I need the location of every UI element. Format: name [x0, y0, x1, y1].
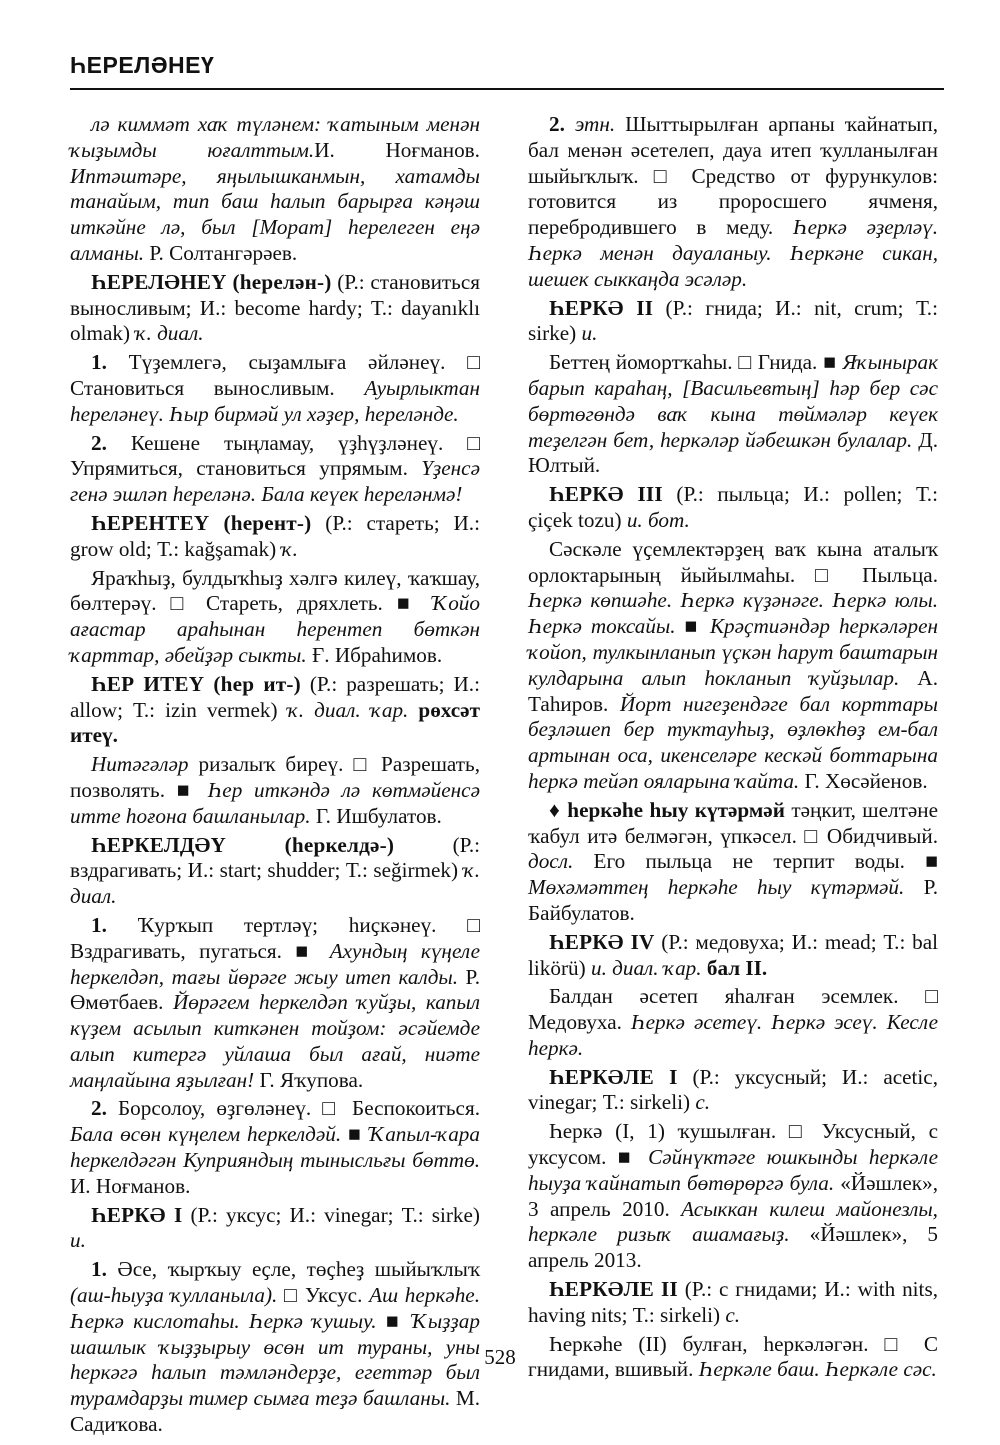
page-number: 528 — [484, 1345, 516, 1369]
italic-text: с. — [725, 1302, 741, 1327]
body-text: Сәскәле үҫемлектәрҙең ваҡ кына аталыҡ орлоктарының йыйылмаһы. □ Пыльца. — [528, 536, 938, 587]
entry-sense-paragraph — [70, 913, 480, 1094]
header-rule — [70, 88, 944, 90]
entry-sense-paragraph — [528, 350, 938, 479]
bold-text: 2. — [91, 430, 107, 455]
body-text: Борсолоу, өҙгөләнеү. □ Беспокоиться. — [106, 1096, 480, 1121]
italic-text: Иптәштәре, яңылышканмын, хатамды танайым, тип баш һалып барырға кәңәш иткәйне лә, был [Морат] һерелеген еңә алманы. — [70, 163, 480, 265]
body-text: Түҙемлегә, сыҙамлыға әйләнеү. □ Становиться выносливым. — [70, 350, 480, 400]
body-text: (Р.: становиться выносливым; И.: become hardy; Т.: dayanıklı olmak) — [70, 269, 480, 346]
right-column — [528, 112, 938, 1386]
italic-text: Һеркә әсетеү. Һеркә эсеү. Кесле һеркә. — [528, 1010, 938, 1060]
italic-text: ҡ. диал. — [135, 321, 204, 346]
entry-sense-paragraph — [528, 537, 938, 795]
headword: ҺЕРЕЛӘНЕҮ (һерелән-) — [91, 269, 332, 294]
entry-headword-paragraph — [528, 930, 938, 982]
body-text: Г. Хөсәйенов. — [799, 768, 928, 793]
italic-text: Мөхәмәттең һеркәһе һыу күтәрмәй. — [528, 875, 905, 900]
left-column — [70, 112, 480, 1441]
bold-text: 1. — [91, 1257, 107, 1282]
bold-text: 1. — [91, 350, 107, 375]
body-text: И. Ноғманов. — [314, 137, 480, 162]
body-text: Г. Яҡупова. — [254, 1067, 364, 1092]
italic-text: ҡ. диал. — [70, 858, 480, 909]
body-text: (Р.: пыльца; И.: pollen; Т.: çiçek tozu) — [528, 482, 938, 532]
entry-sense-paragraph — [528, 798, 938, 927]
headword: ҺЕРКӘЛЕ II — [549, 1277, 678, 1302]
entry-sense-paragraph — [528, 112, 938, 293]
entry-headword-paragraph — [70, 833, 480, 910]
bold-text: 2. — [91, 1096, 107, 1121]
body-text: Беттең йомортҡаһы. □ Гнида. ■ — [549, 350, 843, 375]
body-text: М. Садиҡова. — [70, 1386, 481, 1437]
headword: ҺЕР ИТЕҮ (һер ит-) — [91, 671, 301, 696]
italic-text: ҡ. диал. ҡар. — [287, 697, 419, 722]
body-text: Его пыльца не терпит воды. ■ — [573, 849, 938, 874]
headword: ҺЕРКЕЛДӘҮ (һеркелдә-) — [91, 832, 395, 857]
italic-text: Ахундың күңеле һеркелдәп, тағы йөрәге жыу итеп калды. — [70, 938, 480, 989]
entry-headword-paragraph — [528, 1065, 938, 1117]
headword: ҺЕРКӘЛЕ I — [549, 1064, 678, 1089]
headword: ҺЕРКӘ I — [91, 1202, 183, 1227]
body-text: Д. Юлтый. — [528, 427, 938, 478]
body-text: Әсе, ҡырҡыу еҫле, төҫһеҙ шыйыҡлыҡ — [106, 1257, 480, 1282]
body-text: Яраҡһыҙ, булдыҡһыҙ хәлгә килеү, ҡаҡшау, бөлтерәү. □ Стареть, дряхлеть. ■ — [70, 565, 480, 616]
body-text: (Р.: стареть; И.: grow old; Т.: kağşamak) — [70, 510, 480, 561]
italic-text: Сәйнүктәге юшкынды һеркәле һыуҙа ҡайнатып бөтөрөргә була. — [528, 1145, 938, 1195]
body-text: А. Таһиров. — [528, 665, 938, 716]
body-text: Р. Байбулатов. — [528, 875, 938, 925]
italic-text: лә киммәт хаҡ түләнем: ҡатыным менән ҡыҙымды юғалттым. — [70, 112, 480, 162]
body-text: (Р.: гнида; И.: nit, crum; Т.: sirke) — [528, 295, 938, 346]
entry-sense-paragraph — [70, 566, 480, 669]
body-text: Р. Өмөтбаев. — [70, 964, 480, 1015]
italic-text: Аш һеркәһе. Һеркә кислотаһы. Һеркә ҡушыу. ■ Ҡыҙҙар шашлык ҡыҙҙырыу өсөн ит тураны, уны һеркәгә һалып тәмләндерҙе, егеттәр был турамдарҙы тимер сымға теҙә башланы. — [70, 1283, 481, 1411]
headword: ҺЕРКӘ II — [549, 295, 654, 320]
italic-text: Һеркә көпшәһе. Һеркә күҙәнәге. Һеркә юлы. Һеркә токсайы. ■ Крәҫтиәндәр һеркәләрен ҡойоп, тулкынланып үҫкән һарут баштарын кулдарына алып һокланып ҡуйҙылар. — [528, 588, 938, 690]
italic-text: Яҡынырак барып караһаң, [Васильевтың] һәр бер сәс бөртөгөндә ваҡ кына төймәләр кеүек теҙелгән бет, һеркәләр йәбешкән булалар. — [528, 350, 938, 452]
body-text: (Р.: уксусный; И.: acetic, vinegar; Т.: sirkeli) — [528, 1064, 939, 1115]
body-text: Ғ. Ибраһимов. — [306, 642, 443, 667]
italic-text: Йорт нигеҙендәге бал корттары беҙләшеп бер туктауһыҙ, өҙлөкһөҙ ем-бал артынан оса, икенселәре кескәй боттарына һеркә тейәп ояларына ҡайта. — [528, 691, 938, 793]
entry-sense-paragraph — [70, 752, 480, 829]
italic-text: Ниməгәләр — [91, 752, 189, 777]
italic-text: Һеркә әҙерләү. Һеркә менән дауаланыу. Һеркәне сикан, шешек сыккаңда эсәләр. — [528, 215, 938, 291]
body-text: Кешене тыңламау, үҙһүҙләнеү. □ Упрямиться, становиться упрямым. — [70, 430, 480, 481]
italic-text: и. бот. — [626, 507, 690, 532]
bold-text: бал II. — [706, 955, 768, 980]
italic-text: Ауырлыктан һереләнеү. Һыр бирмәй ул хәҙер, һереләндe. — [70, 375, 480, 426]
body-text: Р. Солтангәрәев. — [144, 240, 298, 265]
body-text: Һеркәһе (II) булған, һеркәләгән. □ С гнидами, вшивый. — [528, 1331, 938, 1382]
body-text: Г. Ишбулатов. — [310, 803, 442, 828]
bold-text: 2. — [549, 112, 575, 136]
italic-text: и. — [70, 1228, 86, 1253]
italic-text: с. — [695, 1090, 711, 1115]
headword: ҺЕРКӘ III — [549, 482, 663, 507]
body-text: (Р.: с гнидами; И.: with nits, having nits; Т.: sirkeli) — [528, 1277, 938, 1327]
headword: ҺЕРКӘ IV — [549, 929, 655, 954]
bold-text: 1. — [91, 912, 107, 937]
italic-text: ҡ. — [281, 536, 298, 561]
italic-text: этн. — [574, 112, 616, 136]
entry-headword-paragraph — [70, 270, 480, 347]
entry-sense-paragraph — [70, 112, 480, 267]
italic-text: Йөрәгем һеркелдәп ҡуйҙы, капыл күҙем асылып киткәнен тойҙом: әсәйемде алып китергә уйлаша был ағай, ниәте маңлайына яҙылған! — [70, 990, 480, 1092]
body-text: □ Уксус. — [277, 1283, 370, 1308]
body-text: Һеркә (I, 1) ҡушылған. □ Уксусный, с уксусом. ■ — [528, 1119, 938, 1170]
entry-headword-paragraph — [528, 482, 938, 534]
running-head: ҺЕРЕЛӘНЕҮ — [70, 52, 215, 78]
entry-sense-paragraph — [70, 350, 480, 427]
headword: ҺЕРЕНТЕҮ (һерент-) — [91, 510, 312, 535]
entry-sense-paragraph — [528, 1119, 938, 1274]
body-text: Шыттырылған арпаны ҡайнатып, бал менән әсетелеп, дауа итеп ҡулланылған шыйыҡлыҡ. □ Средство от фурункулов: готовится из проросшего ячменя, перебродившего в меду. — [528, 112, 939, 240]
body-text: (Р.: вздрагивать; И.: start; shudder; Т.: seğirmek) — [70, 832, 480, 883]
entry-headword-paragraph — [70, 1203, 480, 1255]
body-text: (Р.: медовуха; И.: mead; Т.: bal likörü) — [528, 929, 938, 980]
italic-text: и. диал. ҡар. — [590, 955, 707, 980]
bold-text: рөхсәт итеү. — [70, 697, 480, 748]
body-text: ризалыҡ биреү. □ Разрешать, позволять. ■ — [70, 752, 480, 802]
italic-text: (аш-һыуҙа ҡулланыла). — [70, 1283, 278, 1308]
italic-text: Ҡойо ағастар араһынан һерентеп бөткән ҡарттар, әбейҙәр сыкты. — [70, 591, 480, 667]
italic-text: Асыккан килеш майонезлы, һеркәле ризыҡ ашамағыҙ. — [528, 1196, 938, 1247]
body-text: «Йәшлек», 3 апрель 2010. — [528, 1170, 938, 1221]
bold-text: ♦ һеркәһе һыу күтәрмәй — [549, 797, 785, 822]
entry-headword-paragraph — [70, 672, 480, 749]
entry-headword-paragraph — [528, 1277, 938, 1329]
italic-text: Үҙенсә генә эшләп һереләнә. Бала кеүек һереләнмә! — [70, 456, 480, 507]
italic-text: Һеркәле баш. Һеркәле сәс. — [698, 1357, 937, 1382]
body-text: «Йәшлек», 5 апрель 2013. — [528, 1222, 938, 1273]
italic-text: Һер иткәндә лә көтмәйенсә итте һоғона башланылар. — [70, 777, 480, 828]
italic-text: и. — [581, 321, 598, 346]
entry-sense-paragraph — [70, 1096, 480, 1199]
body-text: Ҡурҡып тертләү; һиҫкәнеү. □ Вздрагивать, пугаться. ■ — [70, 912, 480, 963]
entry-sense-paragraph — [70, 431, 480, 508]
body-text: (Р.: уксус; И.: vinegar; Т.: sirke) — [182, 1202, 480, 1227]
body-text: тәңкит, шелтәне ҡабул итә белмәгән, үпкәсел. □ Обидчивый. — [528, 797, 939, 848]
body-text: Балдан әсетеп яһалған эсемлек. □ Медовуха. — [528, 984, 938, 1035]
entry-headword-paragraph — [70, 511, 480, 563]
italic-text: досл. — [528, 849, 574, 874]
entry-sense-paragraph — [528, 984, 938, 1061]
body-text: (Р.: разрешать; И.: allow; Т.: izin vermek) — [70, 671, 480, 722]
entry-headword-paragraph — [528, 296, 938, 348]
italic-text: Бала өсөн күңелем һеркелдәй. ■ Ҡапыл-ҡара һеркелдәгән Куприяндың тынысльғы бөттө. — [70, 1122, 480, 1173]
body-text: И. Ноғманов. — [70, 1173, 191, 1198]
